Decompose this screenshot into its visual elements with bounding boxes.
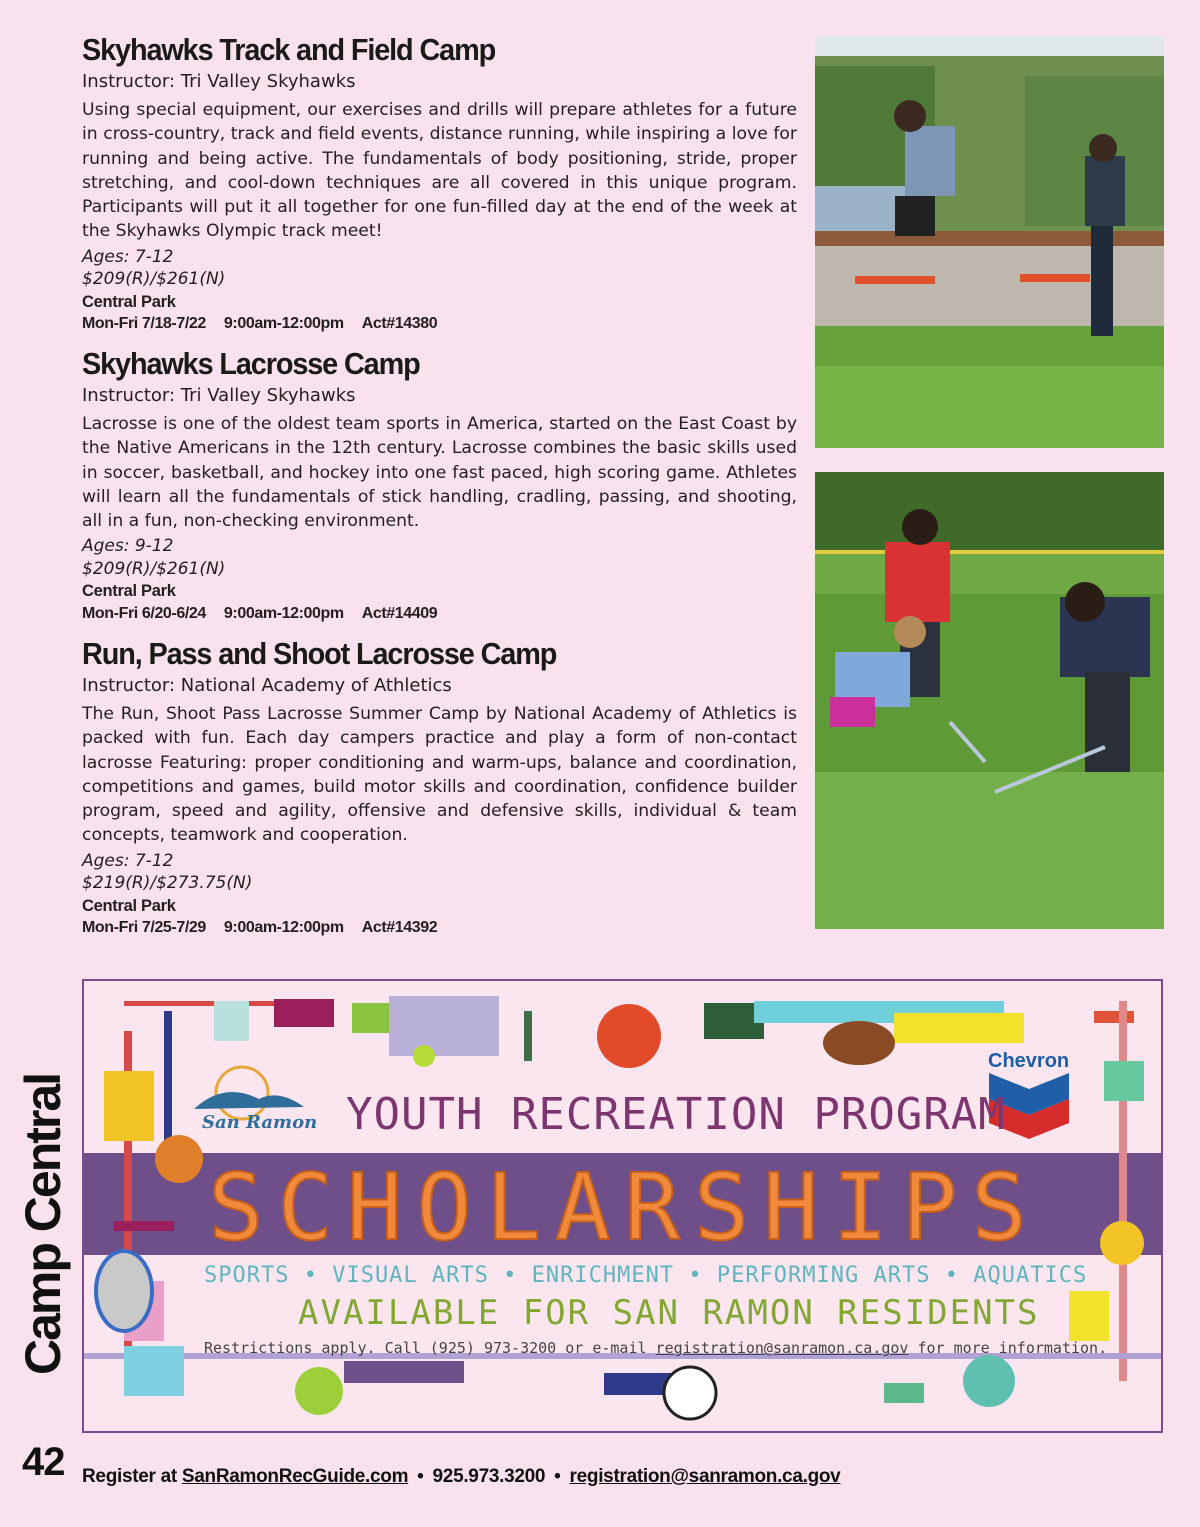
camp-time: 9:00am-12:00pm — [223, 315, 344, 333]
scholarship-banner[interactable] — [82, 979, 1163, 1433]
banner-categories: SPORTS • VISUAL ARTS • ENRICHMENT • PERFORMING ARTS • AQUATICS — [204, 1263, 1088, 1288]
camp-title: Skyhawks Track and Field Camp — [82, 32, 496, 67]
camp-schedule — [82, 313, 797, 336]
camp-time: 9:00am-12:00pm — [223, 604, 344, 622]
banner-headline: SCHOLARSHIPS — [208, 1154, 1041, 1261]
camp-description: The Run, Shoot Pass Lacrosse Summer Camp by National Academy of Athletics is packed with fun. Each day campers practice and play a form of non-contact lacrosse Featuring: proper conditioning and warm-ups, balance and coordination, competitions and games, build motor skills and coordination, confidence builder program, speed and agility, offensive and defensive skills, individual & team concepts, teamwork and cooperation. — [82, 704, 797, 846]
camp-title: Run, Pass and Shoot Lacrosse Camp — [82, 636, 557, 671]
restrictions-email-link[interactable]: registration@sanramon.ca.gov — [655, 1339, 909, 1357]
banner-title: YOUTH RECREATION PROGRAM — [346, 1089, 1006, 1140]
san-ramon-logo: San Ramon — [202, 1112, 318, 1133]
camp-instructor: Instructor: Tri Valley Skyhawks — [82, 385, 356, 406]
camp-dates: Mon-Fri 7/25-7/29 — [82, 919, 206, 937]
camp-ages: Ages: 7-12 — [82, 850, 174, 871]
camp-location: Central Park — [82, 582, 176, 601]
chevron-logo: Chevron — [988, 1050, 1070, 1072]
camp-schedule — [82, 917, 797, 940]
camp-activity-number[interactable]: Act#14380 — [361, 315, 438, 333]
lacrosse-photo — [815, 472, 1164, 929]
register-prefix: Register at — [82, 1466, 182, 1487]
separator-dot: • — [554, 1466, 561, 1487]
camp-title: Skyhawks Lacrosse Camp — [82, 346, 420, 381]
camp-price: $209(R)/$261(N) — [82, 558, 226, 579]
camp-instructor: Instructor: Tri Valley Skyhawks — [82, 71, 356, 92]
camp-entry — [82, 30, 797, 336]
camp-dates: Mon-Fri 6/20-6/24 — [82, 604, 206, 622]
phone-number: 925.973.3200 — [432, 1466, 546, 1487]
camp-schedule — [82, 603, 797, 626]
camp-dates: Mon-Fri 7/18-7/22 — [82, 315, 206, 333]
camp-price: $219(R)/$273.75(N) — [82, 873, 253, 894]
restrictions-text-end: for more information. — [908, 1339, 1108, 1357]
camp-location: Central Park — [82, 292, 176, 311]
email-link[interactable]: registration@sanramon.ca.gov — [569, 1466, 841, 1487]
page-number: 42 — [22, 1440, 65, 1484]
camp-ages: Ages: 9-12 — [82, 536, 174, 557]
track-field-photo — [815, 36, 1164, 448]
separator-dot: • — [417, 1466, 424, 1487]
section-sidebar-label: Camp Central — [15, 1073, 71, 1375]
camp-time: 9:00am-12:00pm — [223, 919, 344, 937]
camp-instructor: Instructor: National Academy of Athletics — [82, 675, 452, 696]
camp-ages: Ages: 7-12 — [82, 246, 174, 267]
camp-location: Central Park — [82, 896, 176, 915]
banner-restrictions — [204, 1339, 1107, 1357]
camp-entry — [82, 634, 797, 940]
camp-activity-number[interactable]: Act#14392 — [361, 919, 438, 937]
website-link[interactable]: SanRamonRecGuide.com — [181, 1466, 409, 1487]
camp-description: Using special equipment, our exercises and drills will prepare athletes for a future in cross-country, track and field events, distance running, while inspiring a love for running and being active. The fundamentals of body positioning, stride, proper stretching, and cool-down techniques are all covered in this unique program. Participants will put it all together for one fun-filled day at the end of the week at the Skyhawks Olympic track meet! — [82, 100, 797, 242]
camp-description: Lacrosse is one of the oldest team sports in America, started on the East Coast by the Native Americans in the 12th century. Lacrosse combines the basic skills used in soccer, basketball, and hockey into one fast paced, high scoring game. Athletes will learn all the fundamentals of stick handling, cradling, passing, and shooting, all in a fun, non-checking environment. — [82, 414, 797, 532]
camp-activity-number[interactable]: Act#14409 — [361, 604, 438, 622]
footer — [82, 1466, 840, 1488]
restrictions-text: Restrictions apply. Call (925) 973-3200 or e-mail — [204, 1339, 656, 1357]
banner-availability: AVAILABLE FOR SAN RAMON RESIDENTS — [298, 1293, 1040, 1333]
camp-price: $209(R)/$261(N) — [82, 269, 226, 290]
camp-entry — [82, 344, 797, 625]
